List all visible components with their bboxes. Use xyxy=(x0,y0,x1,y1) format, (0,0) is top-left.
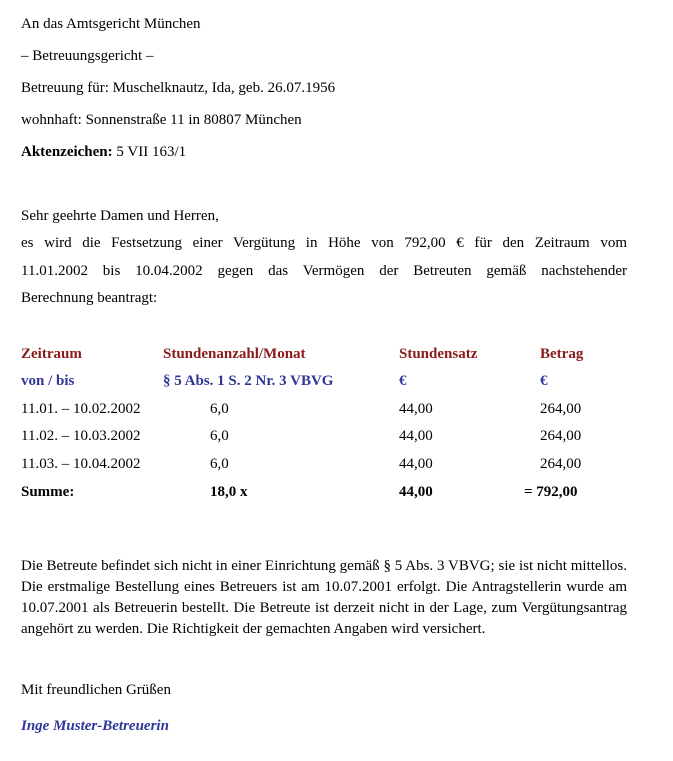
table-row-rate: 44,00 xyxy=(399,456,433,472)
file-label: Aktenzeichen: xyxy=(21,144,113,160)
col-subheader-amount: € xyxy=(540,373,548,389)
table-row-rate: 44,00 xyxy=(399,428,433,444)
table-row-hours: 6,0 xyxy=(210,456,229,472)
table-row-amount: 264,00 xyxy=(540,428,582,444)
department: – Betreuungsgericht – xyxy=(21,48,154,64)
closing-greeting: Mit freundlichen Grüßen xyxy=(21,682,171,698)
table-row-amount: 264,00 xyxy=(540,401,582,417)
signature: Inge Muster-Betreuerin xyxy=(21,718,169,734)
recipient: An das Amtsgericht München xyxy=(21,16,201,32)
intro-line-3: Berechnung beantragt: xyxy=(21,290,158,306)
sum-rate: 44,00 xyxy=(399,484,433,500)
table-row-hours: 6,0 xyxy=(210,401,229,417)
sum-label: Summe: xyxy=(21,484,75,500)
col-subheader-rate: € xyxy=(399,373,407,389)
sum-hours: 18,0 x xyxy=(210,484,248,500)
table-row-rate: 44,00 xyxy=(399,401,433,417)
col-header-period: Zeitraum xyxy=(21,346,82,362)
col-subheader-hours: § 5 Abs. 1 S. 2 Nr. 3 VBVG xyxy=(163,373,334,389)
col-header-hours: Stundenanzahl/Monat xyxy=(163,346,306,362)
table-row-hours: 6,0 xyxy=(210,428,229,444)
file-reference xyxy=(21,143,186,161)
residence: wohnhaft: Sonnenstraße 11 in 80807 München xyxy=(21,112,302,128)
table-row-period: 11.03. – 10.04.2002 xyxy=(21,456,141,472)
table-row-amount: 264,00 xyxy=(540,456,582,472)
col-subheader-period: von / bis xyxy=(21,373,75,389)
col-header-amount: Betrag xyxy=(540,346,584,362)
table-row-period: 11.02. – 10.03.2002 xyxy=(21,428,141,444)
care-for: Betreuung für: Muschelknautz, Ida, geb. 26.07.1956 xyxy=(21,80,336,96)
salutation: Sehr geehrte Damen und Herren, xyxy=(21,208,219,224)
intro-line-2: 11.01.2002 bis 10.04.2002 gegen das Vermögen der Betreuten gemäß nachstehender xyxy=(21,263,627,279)
intro-line-1: es wird die Festsetzung einer Vergütung in Höhe von 792,00 € für den Zeitraum vom xyxy=(21,235,627,251)
table-row-period: 11.01. – 10.02.2002 xyxy=(21,401,141,417)
statement-paragraph: Die Betreute befindet sich nicht in einer Einrichtung gemäß § 5 Abs. 3 VBVG; sie ist nicht mittellos. Die erstmalige Bestellung eines Betreuers ist am 10.07.2001 erfolgt. Die Antragstellerin wurde am 10.07.2001 als Betreuerin bestellt. Die Betreute ist derzeit nicht in der Lage, zum Vergütungsantrag angehört zu werden. Die Richtigkeit der gemachten Angaben wird versichert. xyxy=(21,558,627,637)
file-number: 5 VII 163/1 xyxy=(116,144,187,160)
sum-amount: = 792,00 xyxy=(524,484,578,500)
col-header-rate: Stundensatz xyxy=(399,346,478,362)
